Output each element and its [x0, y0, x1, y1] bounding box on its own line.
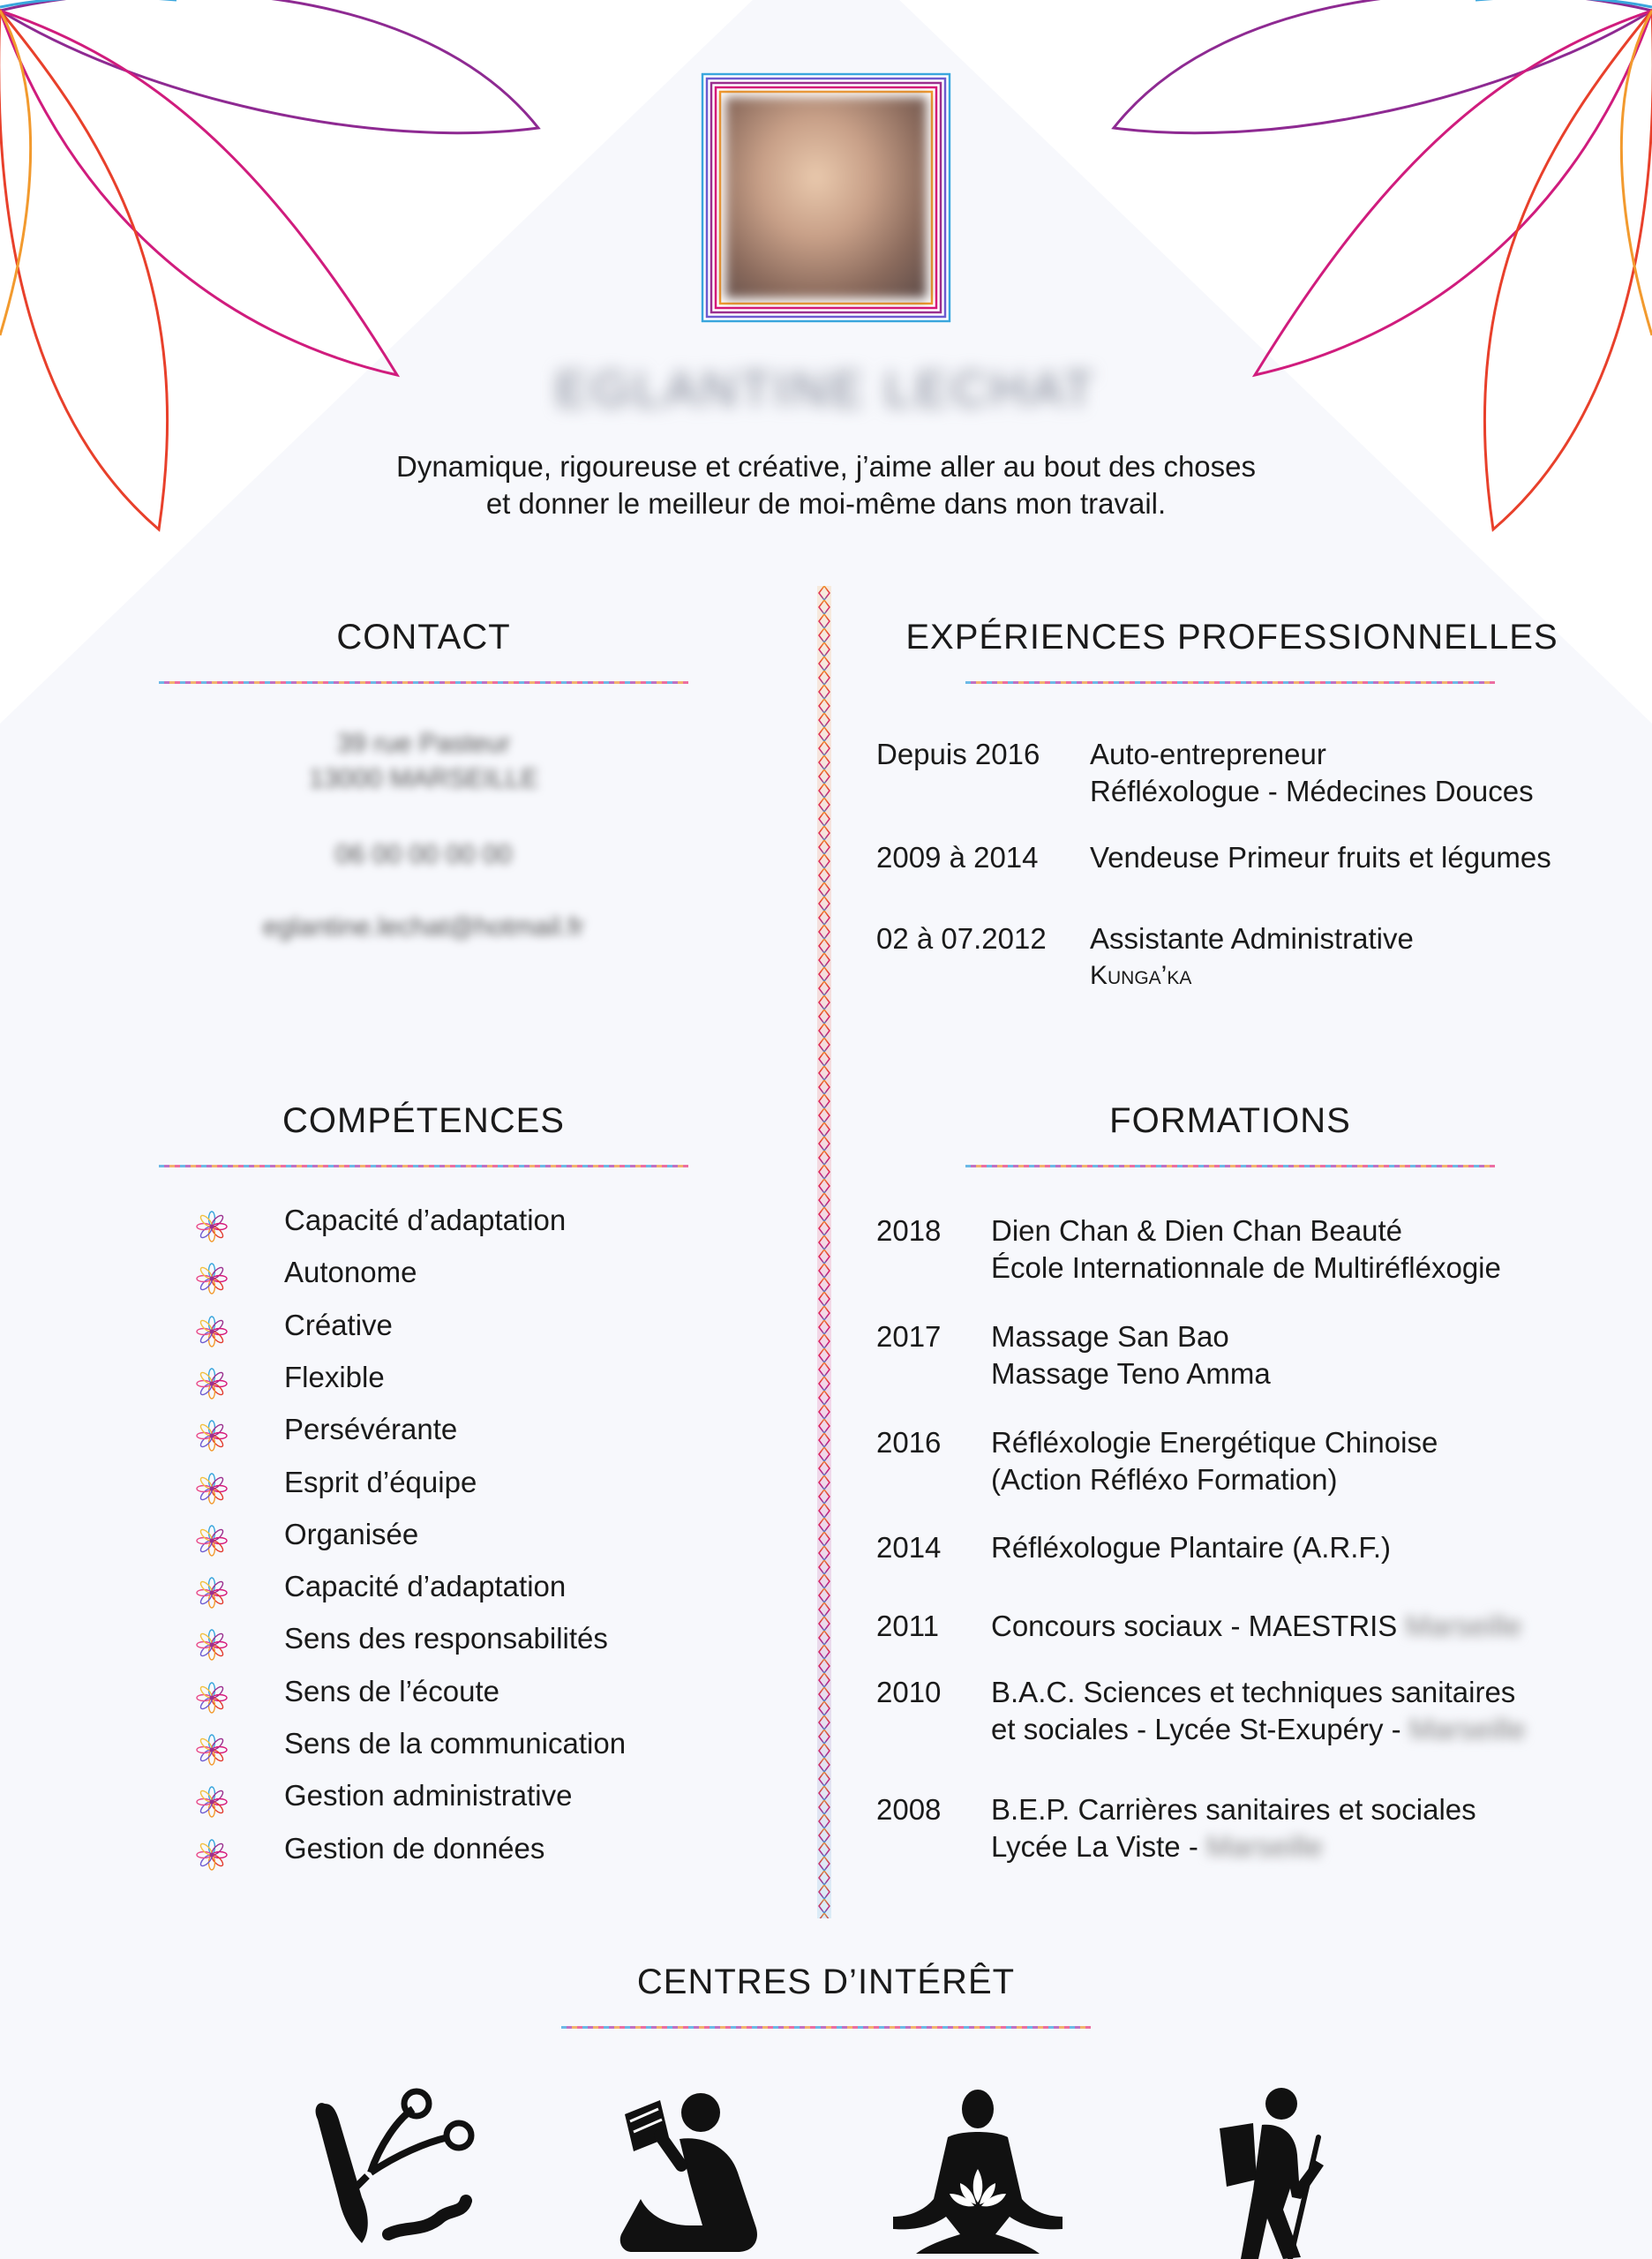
- contact-email: eglantine.lechat@hotmail.fr: [263, 912, 584, 942]
- experience-title-line: Vendeuse Primeur fruits et légumes: [1090, 841, 1551, 874]
- education-location-redacted: Marseille: [1205, 1830, 1324, 1863]
- education-line: B.A.C. Sciences et techniques sanitaires: [991, 1676, 1516, 1708]
- skill-label: Organisée: [284, 1517, 419, 1550]
- education-item: [991, 1424, 1438, 1498]
- contact-address-line: 13000 MARSEILLE: [308, 764, 539, 793]
- mandala-bullet-icon: [196, 1839, 228, 1871]
- education-item: [991, 1212, 1501, 1287]
- crafts-icon: [309, 2084, 485, 2259]
- education-item: [991, 1791, 1476, 1865]
- education-item: [991, 1674, 1526, 1748]
- education-year: 2018: [876, 1214, 942, 1247]
- education-year: 2008: [876, 1793, 942, 1826]
- education-line: Concours sociaux - MAESTRIS: [991, 1610, 1398, 1642]
- mandala-bullet-icon: [196, 1629, 228, 1661]
- tagline-line: Dynamique, rigoureuse et créative, j’aime aller au bout des choses: [395, 450, 1256, 483]
- education-line: Réfléxologie Energétique Chinoise: [991, 1426, 1438, 1459]
- experience-company: Kunga’ka: [1090, 961, 1192, 990]
- experience-date: 2009 à 2014: [876, 841, 1039, 874]
- reading-icon: [605, 2084, 782, 2259]
- experience-detail-line: Réfléxologue - Médecines Douces: [1090, 775, 1534, 807]
- mandala-bullet-icon: [196, 1577, 228, 1609]
- experience-item: [1090, 920, 1414, 994]
- education-title: FORMATIONS: [1109, 1101, 1351, 1140]
- contact-address-line: 39 rue Pasteur: [336, 729, 511, 758]
- mandala-bullet-icon: [196, 1473, 228, 1505]
- education-line: Réfléxologue Plantaire (A.R.F.): [991, 1531, 1392, 1564]
- contact-title: CONTACT: [336, 618, 511, 657]
- experience-item: [1090, 736, 1534, 810]
- education-location-redacted: Marseille: [1408, 1713, 1526, 1745]
- profile-photo: [701, 72, 951, 323]
- education-line: École Internationnale de Multiréfléxogie: [991, 1251, 1501, 1284]
- tagline-line: et donner le meilleur de moi-même dans mon travail.: [485, 487, 1167, 520]
- skill-label: Flexible: [284, 1360, 385, 1393]
- experience-title-line: Assistante Administrative: [1090, 922, 1414, 955]
- education-year: 2017: [876, 1320, 942, 1353]
- interests-title: CENTRES D’INTÉRÊT: [636, 1963, 1016, 2001]
- skill-label: Créative: [284, 1308, 393, 1341]
- mandala-bullet-icon: [196, 1525, 228, 1557]
- education-year: 2014: [876, 1531, 942, 1564]
- mandala-bullet-icon: [196, 1211, 228, 1242]
- education-line: Massage San Bao: [991, 1320, 1229, 1353]
- education-year: 2016: [876, 1426, 942, 1459]
- experience-rule: [965, 681, 1495, 684]
- mandala-bullet-icon: [196, 1682, 228, 1714]
- skill-label: Sens des responsabilités: [284, 1622, 608, 1655]
- contact-phone: 06 00 00 00 00: [334, 840, 513, 869]
- person-name: EGLANTINE LECHAT: [555, 361, 1097, 417]
- experience-date: Depuis 2016: [876, 738, 1040, 770]
- education-line: et sociales - Lycée St-Exupéry -: [991, 1713, 1401, 1745]
- skill-label: Capacité d’adaptation: [284, 1204, 567, 1236]
- skill-label: Sens de la communication: [284, 1727, 627, 1760]
- skill-label: Gestion de données: [284, 1831, 545, 1865]
- education-line: B.E.P. Carrières sanitaires et sociales: [991, 1793, 1476, 1826]
- skills-rule: [159, 1165, 688, 1167]
- education-year: 2010: [876, 1676, 942, 1708]
- mandala-bullet-icon: [196, 1263, 228, 1295]
- mandala-bullet-icon: [196, 1368, 228, 1400]
- mandala-bullet-icon: [196, 1316, 228, 1347]
- skill-label: Autonome: [284, 1256, 417, 1289]
- hiking-icon: [1186, 2084, 1363, 2259]
- tagline: [318, 448, 1334, 522]
- contact-rule: [159, 681, 688, 684]
- column-divider: [817, 586, 831, 1918]
- meditation-icon: [890, 2084, 1066, 2259]
- education-location-redacted: Marseille: [1405, 1610, 1522, 1642]
- skill-label: Persévérante: [284, 1413, 458, 1446]
- skill-label: Esprit d’équipe: [284, 1465, 477, 1498]
- experience-title: EXPÉRIENCES PROFESSIONNELLES: [905, 618, 1558, 657]
- skills-title: COMPÉTENCES: [282, 1101, 565, 1140]
- education-line: Massage Teno Amma: [991, 1357, 1271, 1390]
- skill-label: Gestion administrative: [284, 1779, 573, 1812]
- education-year: 2011: [876, 1610, 939, 1642]
- mandala-bullet-icon: [196, 1786, 228, 1818]
- education-line: Lycée La Viste -: [991, 1830, 1198, 1863]
- skill-label: Capacité d’adaptation: [284, 1570, 567, 1603]
- experience-date: 02 à 07.2012: [876, 922, 1047, 955]
- education-line: Dien Chan & Dien Chan Beauté: [991, 1214, 1402, 1247]
- mandala-bullet-icon: [196, 1420, 228, 1452]
- education-item: [991, 1318, 1271, 1392]
- education-line: (Action Réfléxo Formation): [991, 1463, 1338, 1496]
- skill-label: Sens de l’écoute: [284, 1674, 500, 1707]
- education-item: [991, 1608, 1522, 1645]
- education-rule: [965, 1165, 1495, 1167]
- interests-rule: [561, 2026, 1091, 2029]
- experience-title-line: Auto-entrepreneur: [1090, 738, 1326, 770]
- mandala-bullet-icon: [196, 1734, 228, 1766]
- photo-image: [725, 97, 927, 298]
